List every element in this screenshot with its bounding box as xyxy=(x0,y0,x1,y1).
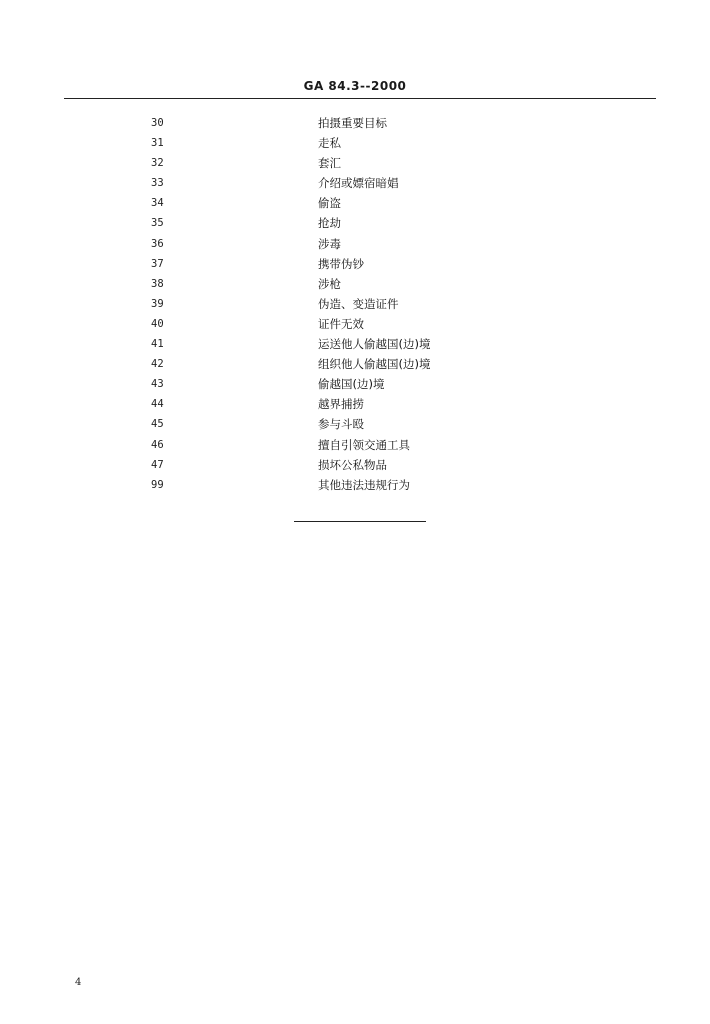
code-value: 40 xyxy=(151,317,164,330)
code-value: 42 xyxy=(151,358,164,371)
code-description: 抢劫 xyxy=(318,216,341,231)
code-description: 涉毒 xyxy=(318,236,341,251)
table-row xyxy=(0,234,710,254)
code-description: 涉枪 xyxy=(318,276,341,291)
table-row xyxy=(0,133,710,153)
code-value: 30 xyxy=(151,117,164,129)
code-description: 擅自引领交通工具 xyxy=(318,437,410,452)
code-value: 33 xyxy=(151,177,164,190)
code-description: 伪造、变造证件 xyxy=(318,296,399,311)
code-value: 31 xyxy=(151,137,164,150)
table-row xyxy=(0,113,710,133)
table-row xyxy=(0,475,710,495)
code-description: 偷越国(边)境 xyxy=(318,377,385,392)
table-row xyxy=(0,414,710,434)
table-row xyxy=(0,374,710,394)
table-row xyxy=(0,334,710,354)
code-value: 34 xyxy=(151,197,164,210)
code-description: 参与斗殴 xyxy=(318,417,364,432)
code-description: 走私 xyxy=(318,136,341,151)
code-value: 41 xyxy=(151,338,164,351)
code-value: 44 xyxy=(151,398,164,411)
table-row xyxy=(0,193,710,213)
code-value: 47 xyxy=(151,458,164,471)
code-description: 携带伪钞 xyxy=(318,256,364,271)
header-rule xyxy=(64,98,656,99)
code-value: 46 xyxy=(151,438,164,451)
page-number: 4 xyxy=(75,977,82,988)
code-value: 43 xyxy=(151,378,164,391)
code-description: 损坏公私物品 xyxy=(318,457,387,472)
code-description: 套汇 xyxy=(318,156,341,171)
code-description: 越界捕捞 xyxy=(318,397,364,412)
code-value: 37 xyxy=(151,257,164,270)
code-description: 拍摄重要目标 xyxy=(318,116,387,130)
code-description: 组织他人偷越国(边)境 xyxy=(318,357,431,372)
code-value: 45 xyxy=(151,418,164,431)
table-row xyxy=(0,394,710,414)
end-of-table-rule xyxy=(294,521,426,522)
code-value: 36 xyxy=(151,237,164,250)
code-value: 38 xyxy=(151,277,164,290)
code-value: 39 xyxy=(151,297,164,310)
table-row xyxy=(0,274,710,294)
table-row xyxy=(0,455,710,475)
table-row xyxy=(0,354,710,374)
code-description: 介绍或嫖宿暗娼 xyxy=(318,176,399,191)
table-row xyxy=(0,213,710,233)
code-description: 证件无效 xyxy=(318,316,364,331)
table-row xyxy=(0,435,710,455)
code-description: 其他违法违规行为 xyxy=(318,477,410,492)
table-row xyxy=(0,173,710,193)
standard-number-header: GA 84.3--2000 xyxy=(303,79,407,93)
table-row xyxy=(0,294,710,314)
code-description: 运送他人偷越国(边)境 xyxy=(318,337,431,352)
table-row xyxy=(0,254,710,274)
code-table xyxy=(0,113,710,495)
code-value: 32 xyxy=(151,157,164,170)
code-value: 99 xyxy=(151,478,164,491)
table-row xyxy=(0,153,710,173)
code-description: 偷盗 xyxy=(318,196,341,211)
code-value: 35 xyxy=(151,217,164,230)
table-row xyxy=(0,314,710,334)
